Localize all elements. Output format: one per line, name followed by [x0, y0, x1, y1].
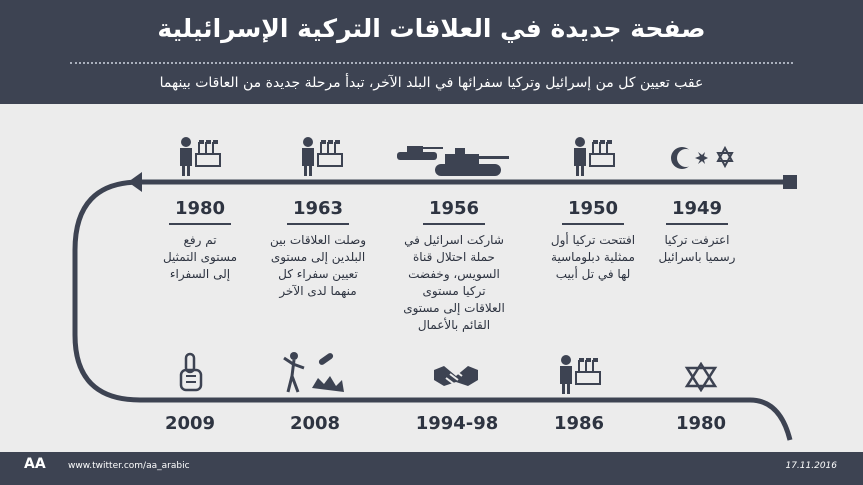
raised-finger-icon: [178, 352, 204, 398]
event-year: 2008: [289, 413, 341, 434]
star-of-david-icon: [684, 362, 718, 396]
event-year: 1986: [553, 413, 605, 434]
event-year: 2009: [164, 413, 216, 434]
page-title: صفحة جديدة في العلاقات التركية الإسرائيلية: [157, 14, 706, 43]
diplomat-icon: [568, 136, 618, 182]
event-year: 1980: [174, 198, 226, 219]
event-description: وصلت العلاقات بين البلدين إلى مستوى تعيين سفراء كل منهما لدى الآخر: [269, 233, 367, 298]
diplomat-icon: [554, 354, 604, 400]
event-description: شاركت اسرائيل في حملة احتلال قناة السويس، وخفضت تركيا مستوى العلاقات إلى مستوى القائم بالأعمال: [403, 233, 505, 332]
event-description: تم رفع مستوى التمثيل إلى السفراء: [162, 233, 238, 281]
page-subtitle: عقب تعيين كل من إسرائيل وتركيا سفرائها في البلد الآخر، تبدأ مرحلة جديدة من العاقات بينهما: [159, 75, 704, 91]
year-underline: [666, 223, 728, 225]
tank-icon: [395, 140, 515, 186]
footer-bar: [0, 452, 863, 485]
event-year: 1949: [671, 198, 723, 219]
diplomat-icon: [174, 136, 224, 182]
agency-logo: AA: [24, 456, 46, 472]
flag-star-icon: [668, 143, 738, 177]
year-underline: [287, 223, 349, 225]
diplomat-icon: [296, 136, 346, 182]
event-year: 1994-98: [415, 413, 499, 434]
conflict-icon: [282, 348, 352, 400]
event-year: 1956: [428, 198, 480, 219]
event-year: 1980: [675, 413, 727, 434]
event-description: افتتحت تركيا أول ممثلية دبلوماسية لها في تل أبيب: [550, 233, 636, 281]
year-underline: [169, 223, 231, 225]
twitter-handle: www.twitter.com/aa_arabic: [68, 461, 190, 471]
handshake-icon: [432, 360, 480, 398]
year-underline: [423, 223, 485, 225]
event-description: اعترفت تركيا رسميا باسرائيل: [658, 233, 736, 264]
year-underline: [562, 223, 624, 225]
publish-date: 17.11.2016: [785, 461, 837, 471]
event-year: 1950: [567, 198, 619, 219]
event-year: 1963: [292, 198, 344, 219]
